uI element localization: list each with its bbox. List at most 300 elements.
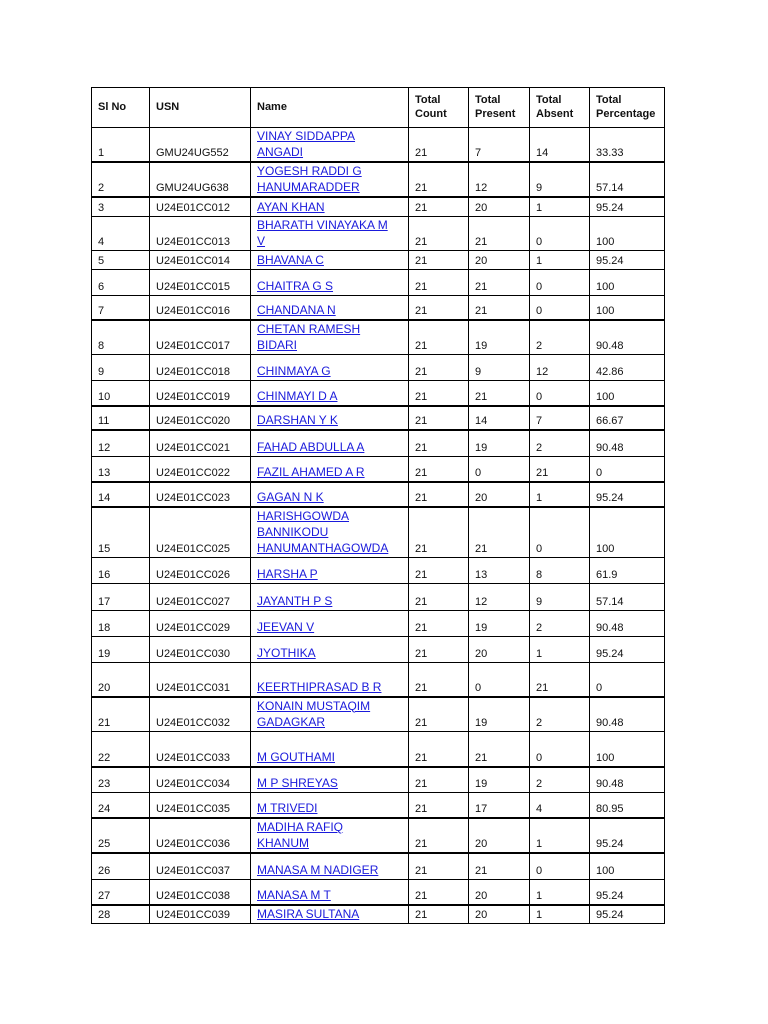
cell-sl-no: 16: [92, 558, 150, 584]
cell-total-absent: 1: [530, 482, 590, 507]
cell-total-percentage: 42.86: [590, 355, 665, 381]
cell-sl-no: 17: [92, 584, 150, 611]
header-sl-no: Sl No: [92, 88, 150, 128]
cell-total-count: 21: [409, 430, 469, 457]
cell-name: [251, 584, 409, 611]
table-row: [92, 818, 665, 853]
cell-total-percentage: 90.48: [590, 320, 665, 355]
student-name-line: MANASA M T: [257, 888, 331, 902]
student-name-line: BHAVANA C: [257, 252, 324, 267]
cell-total-count: 21: [409, 320, 469, 355]
header-total-absent: [530, 88, 590, 128]
student-name-line: CHINMAYA G: [257, 364, 331, 378]
student-name-link[interactable]: [257, 218, 388, 248]
cell-total-count: 21: [409, 507, 469, 558]
student-name-line: M GOUTHAMI: [257, 750, 335, 764]
cell-usn: U24E01CC017: [150, 320, 251, 355]
student-name-line: AYAN KHAN: [257, 199, 325, 214]
cell-total-present: 13: [469, 558, 530, 584]
cell-name: [251, 457, 409, 482]
header-text: Total: [415, 94, 441, 106]
cell-total-percentage: 90.48: [590, 611, 665, 637]
cell-total-count: 21: [409, 558, 469, 584]
cell-name: [251, 295, 409, 320]
cell-name: [251, 406, 409, 430]
cell-total-absent: 8: [530, 558, 590, 584]
cell-name: [251, 792, 409, 818]
table-row: [92, 731, 665, 767]
cell-total-percentage: 100: [590, 381, 665, 406]
cell-total-absent: 2: [530, 767, 590, 792]
student-name-line: HARISHGOWDA: [257, 509, 350, 523]
cell-total-present: 20: [469, 197, 530, 216]
cell-total-count: 21: [409, 637, 469, 663]
cell-name: [251, 731, 409, 767]
cell-sl-no: 4: [92, 216, 150, 250]
student-name-link[interactable]: [257, 322, 360, 352]
cell-name: [251, 430, 409, 457]
cell-sl-no: 8: [92, 320, 150, 355]
student-name-link[interactable]: [257, 413, 338, 427]
cell-usn: U24E01CC036: [150, 818, 251, 853]
student-name-line: JYOTHIKA: [257, 646, 316, 660]
cell-total-present: 12: [469, 162, 530, 197]
student-name-link[interactable]: [257, 279, 333, 293]
table-row: [92, 905, 665, 924]
cell-usn: U24E01CC026: [150, 558, 251, 584]
cell-name: [251, 128, 409, 163]
cell-total-percentage: 90.48: [590, 430, 665, 457]
table-row: [92, 430, 665, 457]
cell-total-present: 20: [469, 482, 530, 507]
cell-total-present: 19: [469, 430, 530, 457]
table-row: [92, 507, 665, 558]
student-name-line: GAGAN N K: [257, 489, 324, 504]
student-name-line: VINAY SIDDAPPA: [257, 129, 356, 143]
cell-total-count: 21: [409, 905, 469, 924]
student-name-link[interactable]: [257, 164, 362, 194]
cell-total-count: 21: [409, 584, 469, 611]
table-row: [92, 406, 665, 430]
cell-name: [251, 197, 409, 216]
cell-total-present: 20: [469, 637, 530, 663]
cell-total-present: 20: [469, 879, 530, 905]
cell-name: [251, 818, 409, 853]
student-name-line: KEERTHIPRASAD B R: [257, 679, 382, 694]
cell-total-present: 0: [469, 457, 530, 482]
student-name-link[interactable]: [257, 303, 336, 317]
student-name-link[interactable]: [257, 389, 337, 403]
table-row: [92, 295, 665, 320]
header-text: Total: [475, 94, 501, 106]
cell-sl-no: 2: [92, 162, 150, 197]
cell-total-present: 21: [469, 731, 530, 767]
cell-total-present: 20: [469, 905, 530, 924]
cell-total-absent: 2: [530, 320, 590, 355]
cell-total-count: 21: [409, 457, 469, 482]
cell-total-present: 14: [469, 406, 530, 430]
header-total-percentage: [590, 88, 665, 128]
cell-sl-no: 25: [92, 818, 150, 853]
cell-total-percentage: 0: [590, 457, 665, 482]
cell-total-present: 21: [469, 295, 530, 320]
student-name-line: JEEVAN V: [257, 620, 315, 634]
cell-usn: U24E01CC018: [150, 355, 251, 381]
cell-sl-no: 5: [92, 250, 150, 269]
cell-sl-no: 18: [92, 611, 150, 637]
cell-total-absent: 0: [530, 381, 590, 406]
student-name-line: CHETAN RAMESH: [257, 322, 361, 336]
cell-total-count: 21: [409, 197, 469, 216]
cell-total-present: 17: [469, 792, 530, 818]
student-name-line: FAZIL AHAMED A R: [257, 464, 365, 479]
cell-usn: U24E01CC020: [150, 406, 251, 430]
student-name-line: CHAITRA G S: [257, 278, 334, 293]
cell-sl-no: 7: [92, 295, 150, 320]
cell-usn: U24E01CC032: [150, 697, 251, 732]
cell-total-count: 21: [409, 767, 469, 792]
cell-usn: U24E01CC033: [150, 731, 251, 767]
student-name-link[interactable]: [257, 776, 338, 790]
cell-total-percentage: 90.48: [590, 697, 665, 732]
table-row: [92, 197, 665, 216]
cell-sl-no: 19: [92, 637, 150, 663]
header-total-count: [409, 88, 469, 128]
cell-total-count: 21: [409, 162, 469, 197]
cell-name: [251, 162, 409, 197]
cell-name: [251, 482, 409, 507]
cell-total-present: 19: [469, 767, 530, 792]
student-name-line: FAHAD ABDULLA A: [257, 440, 365, 454]
cell-total-count: 21: [409, 792, 469, 818]
cell-sl-no: 1: [92, 128, 150, 163]
cell-total-percentage: 95.24: [590, 879, 665, 905]
cell-total-count: 21: [409, 697, 469, 732]
cell-total-absent: 0: [530, 731, 590, 767]
table-row: [92, 663, 665, 697]
cell-total-count: 21: [409, 269, 469, 295]
cell-sl-no: 23: [92, 767, 150, 792]
table-row: [92, 767, 665, 792]
cell-usn: U24E01CC012: [150, 197, 251, 216]
student-name-link[interactable]: [257, 567, 318, 581]
cell-total-percentage: 57.14: [590, 584, 665, 611]
cell-usn: GMU24UG638: [150, 162, 251, 197]
cell-total-percentage: 66.67: [590, 406, 665, 430]
cell-total-absent: 0: [530, 295, 590, 320]
cell-usn: U24E01CC022: [150, 457, 251, 482]
cell-name: [251, 611, 409, 637]
table-row: [92, 697, 665, 732]
cell-total-absent: 2: [530, 697, 590, 732]
student-name-line: HARSHA P: [257, 567, 318, 581]
cell-total-percentage: 100: [590, 853, 665, 879]
student-name-link[interactable]: [257, 801, 317, 815]
cell-usn: U24E01CC019: [150, 381, 251, 406]
student-name-line: KONAIN MUSTAQIM: [257, 698, 371, 713]
cell-name: [251, 879, 409, 905]
cell-total-count: 21: [409, 406, 469, 430]
cell-usn: U24E01CC029: [150, 611, 251, 637]
cell-total-present: 19: [469, 320, 530, 355]
student-name-line: CHINMAYI D A: [257, 388, 338, 403]
cell-total-count: 21: [409, 295, 469, 320]
cell-usn: U24E01CC014: [150, 250, 251, 269]
student-name-line: KHANUM: [257, 836, 310, 850]
cell-total-absent: 21: [530, 663, 590, 697]
cell-name: [251, 381, 409, 406]
cell-total-count: 21: [409, 128, 469, 163]
cell-total-absent: 2: [530, 430, 590, 457]
cell-total-present: 21: [469, 269, 530, 295]
cell-usn: U24E01CC015: [150, 269, 251, 295]
cell-usn: U24E01CC016: [150, 295, 251, 320]
student-name-link[interactable]: [257, 620, 314, 634]
cell-total-count: 21: [409, 216, 469, 250]
student-name-line: DARSHAN Y K: [257, 412, 338, 427]
cell-usn: U24E01CC025: [150, 507, 251, 558]
student-name-line: HANUMARADDER: [257, 180, 360, 194]
cell-total-percentage: 95.24: [590, 818, 665, 853]
header-usn: USN: [150, 88, 251, 128]
cell-total-present: 21: [469, 853, 530, 879]
cell-total-count: 21: [409, 818, 469, 853]
header-total-present: [469, 88, 530, 128]
cell-total-absent: 9: [530, 162, 590, 197]
cell-total-present: 20: [469, 250, 530, 269]
cell-sl-no: 12: [92, 430, 150, 457]
table-row: [92, 320, 665, 355]
student-name-line: YOGESH RADDI G: [257, 164, 362, 178]
cell-total-count: 21: [409, 355, 469, 381]
cell-total-count: 21: [409, 731, 469, 767]
cell-name: [251, 269, 409, 295]
cell-total-percentage: 33.33: [590, 128, 665, 163]
cell-total-absent: 0: [530, 269, 590, 295]
cell-total-present: 21: [469, 507, 530, 558]
table-row: [92, 853, 665, 879]
cell-total-percentage: 95.24: [590, 905, 665, 924]
cell-name: [251, 663, 409, 697]
cell-name: [251, 697, 409, 732]
cell-sl-no: 27: [92, 879, 150, 905]
cell-total-absent: 14: [530, 128, 590, 163]
cell-total-percentage: 100: [590, 731, 665, 767]
table-row: [92, 584, 665, 611]
cell-total-count: 21: [409, 879, 469, 905]
student-name-link[interactable]: [257, 907, 359, 921]
cell-usn: U24E01CC021: [150, 430, 251, 457]
cell-total-present: 19: [469, 697, 530, 732]
cell-sl-no: 22: [92, 731, 150, 767]
table-row: [92, 355, 665, 381]
student-name-line: MASIRA SULTANA: [257, 907, 360, 921]
header-name: Name: [251, 88, 409, 128]
header-text: Count: [415, 108, 447, 120]
table-row: [92, 216, 665, 250]
cell-total-absent: 1: [530, 905, 590, 924]
cell-total-absent: 0: [530, 853, 590, 879]
student-name-line: MADIHA RAFIQ: [257, 820, 344, 834]
cell-total-count: 21: [409, 611, 469, 637]
cell-total-absent: 1: [530, 637, 590, 663]
cell-total-absent: 0: [530, 216, 590, 250]
student-name-link[interactable]: [257, 440, 364, 454]
cell-sl-no: 13: [92, 457, 150, 482]
student-name-link[interactable]: [257, 750, 335, 764]
header-text: Percentage: [596, 108, 656, 120]
cell-total-count: 21: [409, 250, 469, 269]
cell-sl-no: 11: [92, 406, 150, 430]
table-body: [92, 128, 665, 924]
cell-name: [251, 637, 409, 663]
table-row: [92, 250, 665, 269]
cell-total-absent: 0: [530, 507, 590, 558]
cell-name: [251, 905, 409, 924]
cell-total-percentage: 100: [590, 507, 665, 558]
table-row: [92, 792, 665, 818]
attendance-table: [91, 87, 665, 924]
cell-total-percentage: 61.9: [590, 558, 665, 584]
cell-total-absent: 1: [530, 818, 590, 853]
cell-total-percentage: 90.48: [590, 767, 665, 792]
student-name-line: BHARATH VINAYAKA M: [257, 217, 388, 232]
cell-usn: U24E01CC037: [150, 853, 251, 879]
cell-total-present: 20: [469, 818, 530, 853]
cell-total-absent: 12: [530, 355, 590, 381]
table-row: [92, 162, 665, 197]
cell-total-absent: 1: [530, 250, 590, 269]
student-name-line: GADAGKAR: [257, 714, 326, 729]
student-name-link[interactable]: [257, 253, 324, 267]
cell-total-present: 7: [469, 128, 530, 163]
cell-sl-no: 26: [92, 853, 150, 879]
student-name-link[interactable]: [257, 680, 381, 694]
header-text: Total: [536, 94, 562, 106]
cell-total-absent: 9: [530, 584, 590, 611]
header-text: Total: [596, 94, 622, 106]
cell-sl-no: 24: [92, 792, 150, 818]
student-name-link[interactable]: [257, 863, 378, 877]
cell-total-present: 21: [469, 216, 530, 250]
cell-total-percentage: 95.24: [590, 482, 665, 507]
student-name-line: ANGADI: [257, 145, 304, 159]
cell-name: [251, 355, 409, 381]
student-name-line: CHANDANA N: [257, 303, 336, 317]
cell-total-absent: 1: [530, 879, 590, 905]
cell-total-percentage: 100: [590, 295, 665, 320]
table-row: [92, 637, 665, 663]
cell-usn: U24E01CC034: [150, 767, 251, 792]
table-header-row: [92, 88, 665, 128]
cell-total-percentage: 80.95: [590, 792, 665, 818]
cell-total-present: 21: [469, 381, 530, 406]
cell-total-count: 21: [409, 381, 469, 406]
cell-total-absent: 21: [530, 457, 590, 482]
cell-total-percentage: 95.24: [590, 637, 665, 663]
cell-usn: U24E01CC030: [150, 637, 251, 663]
cell-sl-no: 14: [92, 482, 150, 507]
cell-name: [251, 216, 409, 250]
cell-sl-no: 10: [92, 381, 150, 406]
cell-sl-no: 3: [92, 197, 150, 216]
student-name-line: BIDARI: [257, 338, 298, 352]
cell-name: [251, 558, 409, 584]
cell-usn: U24E01CC027: [150, 584, 251, 611]
cell-total-percentage: 95.24: [590, 197, 665, 216]
cell-total-percentage: 57.14: [590, 162, 665, 197]
student-name-link[interactable]: [257, 646, 316, 660]
cell-usn: U24E01CC013: [150, 216, 251, 250]
cell-total-percentage: 95.24: [590, 250, 665, 269]
cell-sl-no: 6: [92, 269, 150, 295]
cell-usn: GMU24UG552: [150, 128, 251, 163]
cell-total-count: 21: [409, 663, 469, 697]
student-name-line: V: [257, 233, 266, 248]
table-row: [92, 482, 665, 507]
student-name-line: JAYANTH P S: [257, 594, 333, 608]
cell-usn: U24E01CC039: [150, 905, 251, 924]
student-name-link[interactable]: [257, 509, 388, 555]
cell-name: [251, 250, 409, 269]
cell-total-absent: 7: [530, 406, 590, 430]
student-name-line: M TRIVEDI: [257, 801, 318, 815]
cell-sl-no: 15: [92, 507, 150, 558]
cell-total-percentage: 0: [590, 663, 665, 697]
cell-total-present: 9: [469, 355, 530, 381]
student-name-link[interactable]: [257, 490, 324, 504]
student-name-link[interactable]: [257, 594, 332, 608]
cell-total-absent: 2: [530, 611, 590, 637]
student-name-line: MANASA M NADIGER: [257, 862, 379, 877]
student-name-link[interactable]: [257, 699, 370, 729]
cell-total-count: 21: [409, 853, 469, 879]
table-row: [92, 381, 665, 406]
header-text: Present: [475, 108, 516, 120]
student-name-link[interactable]: [257, 200, 325, 214]
cell-usn: U24E01CC023: [150, 482, 251, 507]
cell-sl-no: 28: [92, 905, 150, 924]
student-name-link[interactable]: [257, 129, 355, 159]
student-name-line: M P SHREYAS: [257, 775, 338, 790]
cell-usn: U24E01CC031: [150, 663, 251, 697]
student-name-link[interactable]: [257, 820, 343, 850]
cell-sl-no: 9: [92, 355, 150, 381]
cell-total-count: 21: [409, 482, 469, 507]
cell-total-present: 0: [469, 663, 530, 697]
student-name-link[interactable]: [257, 888, 331, 902]
cell-total-present: 19: [469, 611, 530, 637]
student-name-line: HANUMANTHAGOWDA: [257, 541, 389, 555]
cell-total-percentage: 100: [590, 269, 665, 295]
table-row: [92, 457, 665, 482]
student-name-link[interactable]: [257, 465, 365, 479]
cell-sl-no: 20: [92, 663, 150, 697]
table-row: [92, 269, 665, 295]
table-row: [92, 611, 665, 637]
cell-total-absent: 1: [530, 197, 590, 216]
cell-name: [251, 507, 409, 558]
student-name-line: BANNIKODU: [257, 525, 329, 539]
cell-name: [251, 320, 409, 355]
cell-total-percentage: 100: [590, 216, 665, 250]
cell-total-absent: 4: [530, 792, 590, 818]
table-row: [92, 879, 665, 905]
cell-sl-no: 21: [92, 697, 150, 732]
cell-total-present: 12: [469, 584, 530, 611]
student-name-link[interactable]: [257, 364, 331, 378]
header-text: Absent: [536, 108, 574, 120]
